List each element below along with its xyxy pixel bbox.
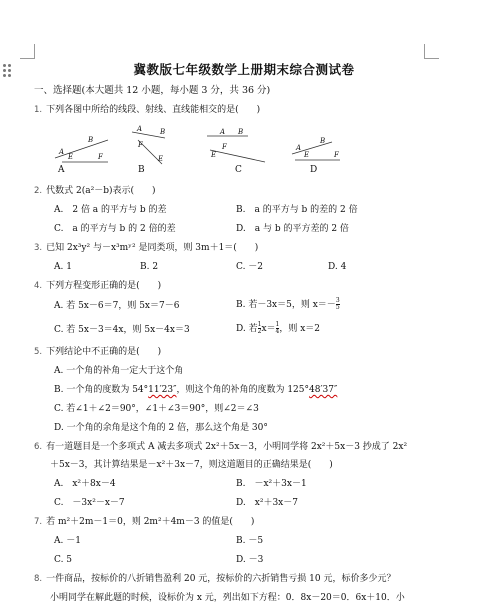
- q6-option-d: D. x²＋3x－7: [236, 498, 298, 508]
- q3-option-c: C. －2: [236, 262, 264, 272]
- q7-option-a: A. －1: [54, 536, 81, 546]
- q5-option-c: C. 若∠1＋∠2＝90°，∠1＋∠3＝90°，则∠2＝∠3: [54, 404, 259, 414]
- q4-option-c: C. 若 5x－3＝4x，则 5x－4x＝3: [54, 325, 190, 335]
- figure-label-c: C: [235, 165, 242, 175]
- q1-figure-diagrams: [0, 124, 488, 174]
- q5-option-a: A. 一个角的补角一定大于这个角: [54, 366, 184, 376]
- q2-option-c: C. a 的平方与 b 的 2 倍的差: [54, 224, 176, 234]
- q4-option-a: A. 若 5x－6＝7，则 5x＝7－6: [54, 301, 180, 311]
- q6-option-a: A. x²＋8x－4: [54, 479, 116, 489]
- question-8-continued: 小明同学在解此题的时候，设标价为 x 元，列出如下方程：0．8x－20＝0．6x＋10．小: [50, 593, 405, 603]
- q2-option-a: A. 2 倍 a 的平方与 b 的差: [54, 205, 167, 215]
- q3-option-d: D. 4: [328, 262, 347, 272]
- question-4: 4. 下列方程变形正确的是( ): [34, 281, 162, 291]
- q7-option-c: C. 5: [54, 555, 73, 565]
- q7-option-d: D. －3: [236, 555, 264, 565]
- figure-label-a: A: [58, 165, 65, 175]
- figure-label-d: D: [310, 165, 318, 175]
- question-6: 6. 有一道题目是一个多项式 A 减去多项式 2x²＋5x－3，小明同学将 2x²＋5x－3 抄成了 2x²: [34, 442, 408, 452]
- question-5: 5. 下列结论中不正确的是( ): [34, 347, 162, 357]
- document-page: 冀教版七年级数学上册期末综合测试卷 一、选择题(本大题共 12 小题，每小题 3 分，共 36 分) 1. 下列各图中所给的线段、射线、直线能相交的是( ) A B E F A B F E A B E F A B E F A B C D 2. 代数式 2(a²－b)表示( ) A. 2 倍 a 的平方与 b 的差 B. a 的平方与 b 的差的 2 倍 C. a 的平方与 b 的 2 倍的差 D. a 与 b 的平方差的 2 倍 3. 已知 2x³y² 与－x³mʸ² 是同类项，则 3m＋1＝( ) A. 1 B. 2 C. －2 D. 4 4. 下列方程变形正确的是( ) A. 若 5x－6＝7，则 5x＝7－6 B. 若－3x＝5，则 x＝－ $\frac{3}{5}$ C. 若 5x－3＝4x，则 5x－4x＝3 D. 若 $\frac{1}{2}$ x＝ $\frac{1}{4}$ ，则 x＝2 5. 下列结论中不正确的是( ) A. 一个角的补角一定大于这个角 B. 一个角的度数为 54°11′23″，则这个角的补角的度数为 125°48′37″ C. 若∠1＋∠2＝90°，∠1＋∠3＝90°，则∠2＝∠3 D. 一个角的余角是这个角的 2 倍，那么这个角是 30° 6. 有一道题目是一个多项式 A 减去多项式 2x²＋5x－3，小明同学将 2x²＋5x－3 抄成了 2x² ＋5x－3，其计算结果是－x²＋3x－7，则这道题目的正确结果是( ) A. x²＋8x－4 B. －x²＋3x－1 C. －3x²－x－7 D. x²＋3x－7 7. 若 m²＋2m－1＝0，则 2m²＋4m－3 的值是( ) A. －1 B. －5 C. 5 D. －3 8. 一件商品，按标价的八折销售盈利 20 元，按标价的六折销售亏损 10 元，标价多少元？ 小明同学在解此题的时候，设标价为 x 元，列出如下方程：0．8x－20＝0．6x＋10．小: [0, 0, 488, 612]
- section-heading: 一、选择题(本大题共 12 小题，每小题 3 分，共 36 分): [34, 85, 271, 96]
- q5-option-b: B. 一个角的度数为 54°11′23″，则这个角的补角的度数为 125°48′37″: [54, 385, 338, 395]
- q2-option-d: D. a 与 b 的平方差的 2 倍: [236, 224, 349, 234]
- document-title: 冀教版七年级数学上册期末综合测试卷: [133, 62, 355, 77]
- question-8: 8. 一件商品，按标价的八折销售盈利 20 元，按标价的六折销售亏损 10 元，标价多少元？: [34, 574, 396, 584]
- question-6-continued: ＋5x－3，其计算结果是－x²＋3x－7，则这道题目的正确结果是( ): [50, 460, 333, 470]
- q3-option-a: A. 1: [54, 262, 72, 272]
- page-corner-mark-top-left: [20, 44, 35, 59]
- page-corner-mark-top-right: [424, 44, 439, 59]
- q5-option-d: D. 一个角的余角是这个角的 2 倍，那么这个角是 30°: [54, 423, 268, 433]
- q7-option-b: B. －5: [236, 536, 264, 546]
- question-7: 7. 若 m²＋2m－1＝0，则 2m²＋4m－3 的值是( ): [34, 517, 255, 527]
- q4-option-b: B. 若－3x＝5，则 x＝－ $\frac{3}{5}$: [236, 297, 340, 311]
- question-3: 3. 已知 2x³y² 与－x³mʸ² 是同类项，则 3m＋1＝( ): [34, 243, 259, 253]
- question-1: 1. 下列各图中所给的线段、射线、直线能相交的是( ): [34, 105, 261, 115]
- q2-option-b: B. a 的平方与 b 的差的 2 倍: [236, 205, 358, 215]
- figure-label-b: B: [138, 165, 145, 175]
- question-2: 2. 代数式 2(a²－b)表示( ): [34, 186, 156, 196]
- q3-option-b: B. 2: [140, 262, 159, 272]
- q4-option-d: D. 若 $\frac{1}{2}$ x＝ $\frac{1}{4}$ ，则 x＝2: [236, 321, 321, 335]
- q6-option-c: C. －3x²－x－7: [54, 498, 125, 508]
- q6-option-b: B. －x²＋3x－1: [236, 479, 307, 489]
